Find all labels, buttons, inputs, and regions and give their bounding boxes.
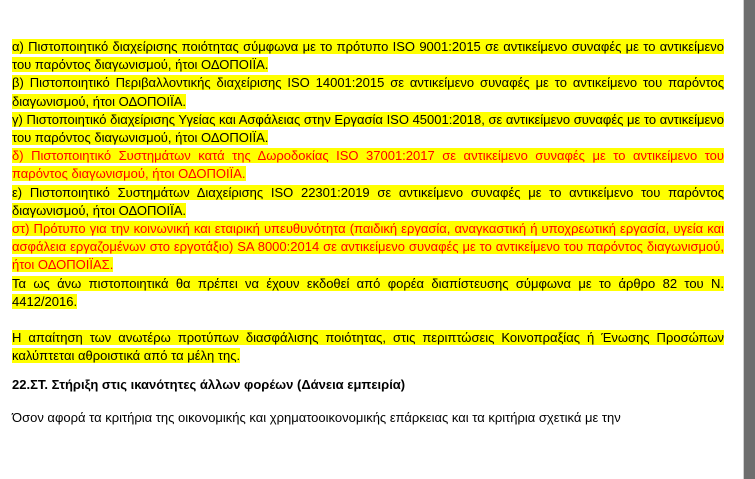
- item-gamma-text: γ) Πιστοποιητικό διαχείρισης Υγείας και Ασφάλειας στην Εργασία ISO 45001:2018, σε αντικείμενο συναφές με το αντικείμενο του παρόντος διαγωνισμού, ήτοι ΟΔΟΠΟΙΪΑ.: [12, 111, 724, 146]
- consortium-note: [12, 329, 724, 365]
- item-st-text: στ) Πρότυπο για την κοινωνική και εταιρική υπευθυνότητα (παιδική εργασία, αναγκαστική ή υποχρεωτική εργασία, υγεία και ασφάλεια εργαζομένων στο εργοτάξιο) SA 8000:2014 σε αντικείμενο συναφές με το αντικείμενο του παρόντος διαγωνισμού, ήτοι ΟΔΟΠΟΙΪΑΣ.: [12, 221, 724, 273]
- item-epsilon: [12, 184, 724, 220]
- item-st: [12, 220, 724, 275]
- item-alpha-text: α) Πιστοποιητικό διαχείρισης ποιότητας σύμφωνα με το πρότυπο ISO 9001:2015 σε αντικείμενο συναφές με το αντικείμενο του παρόντος διαγωνισμού, ήτοι ΟΔΟΠΟΙΪΑ.: [12, 39, 724, 73]
- item-epsilon-text: ε) Πιστοποιητικό Συστημάτων Διαχείρισης ISO 22301:2019 σε αντικείμενο συναφές με το αντικείμενο του παρόντος διαγωνισμού, ήτοι ΟΔΟΠΟΙΪΑ.: [12, 184, 724, 218]
- document-body: [12, 38, 724, 427]
- issuance-note-text: Τα ως άνω πιστοποιητικά θα πρέπει να έχουν εκδοθεί από φορέα διαπίστευσης σύμφωνα με το άρθρο 82 του Ν. 4412/2016.: [12, 275, 724, 309]
- item-alpha: [12, 38, 724, 74]
- issuance-note: [12, 275, 724, 311]
- body-paragraph: Όσον αφορά τα κριτήρια της οικονομικής και χρηματοοικονομικής επάρκειας και τα κριτήρια σχετικά με την: [12, 409, 621, 425]
- item-delta: [12, 147, 724, 183]
- item-beta: [12, 74, 724, 110]
- section-heading: 22.ΣΤ. Στήριξη στις ικανότητες άλλων φορέων (Δάνεια εμπειρία): [12, 377, 406, 393]
- item-beta-text: β) Πιστοποιητικό Περιβαλλοντικής διαχείρισης ISO 14001:2015 σε αντικείμενο συναφές με το αντικείμενο του παρόντος διαγωνισμού, ήτοι ΟΔΟΠΟΙΪΑ.: [12, 75, 724, 109]
- item-gamma: [12, 111, 724, 147]
- item-delta-text: δ) Πιστοποιητικό Συστημάτων κατά της Δωροδοκίας ISO 37001:2017 σε αντικείμενο συναφές με το αντικείμενο του παρόντος διαγωνισμού, ήτοι ΟΔΟΠΟΙΪΑ.: [12, 148, 724, 182]
- consortium-note-text: Η απαίτηση των ανωτέρω προτύπων διασφάλισης ποιότητας, στις περιπτώσεις Κοινοπραξίας ή Ένωσης Προσώπων καλύπτεται αθροιστικά από τα μέλη της.: [12, 330, 724, 364]
- paragraph-gap: [12, 311, 724, 329]
